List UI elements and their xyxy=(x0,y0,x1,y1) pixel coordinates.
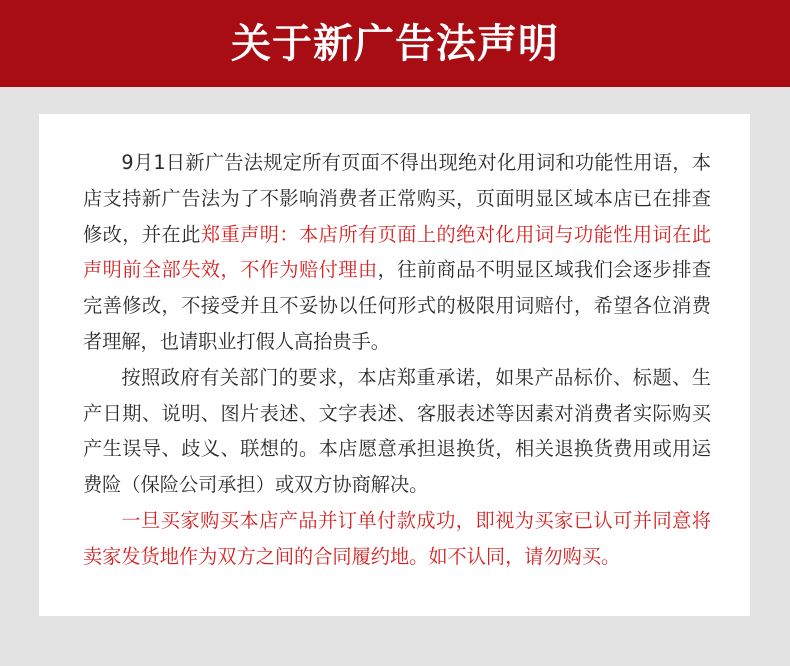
notice-paragraph-2: 按照政府有关部门的要求，本店郑重承诺，如果产品标价、标题、生产日期、说明、图片表述、文字表述、客服表述等因素对消费者实际购买产生误导、歧义、联想的。本店愿意承担退换货，相关退换货费用或用运费险（保险公司承担）或双方协商解决。 xyxy=(83,365,711,497)
notice-body xyxy=(83,145,711,575)
page-title: 关于新广告法声明 xyxy=(231,20,559,67)
paragraph-1-highlight: 郑重声明：本店所有页面上的绝对化用词与功能性用词在此声明前全部失效，不作为赔付理由 xyxy=(83,222,712,282)
notice-paragraph-3: 一旦买家购买本店产品并订单付款成功，即视为买家已认可并同意将卖家发货地作为双方之间的合同履约地。如不认同，请勿购买。 xyxy=(83,508,711,568)
notice-card xyxy=(39,114,750,616)
notice-paragraph-1 xyxy=(83,145,711,360)
header-banner xyxy=(0,0,790,87)
paragraph-1-text-start: 9月1日新广告法规定所有页面不得出现绝对化用词和功能性用语，本店支持新广告法为了不影响消费者正常购买，页面明显区域本店已在排查修改，并在此 xyxy=(83,151,711,246)
paragraph-1-text-end: ，往前商品不明显区域我们会逐步排查完善修改，不接受并且不妥协以任何形式的极限用词赔付，希望各位消费者理解，也请职业打假人高抬贵手。 xyxy=(83,258,712,353)
